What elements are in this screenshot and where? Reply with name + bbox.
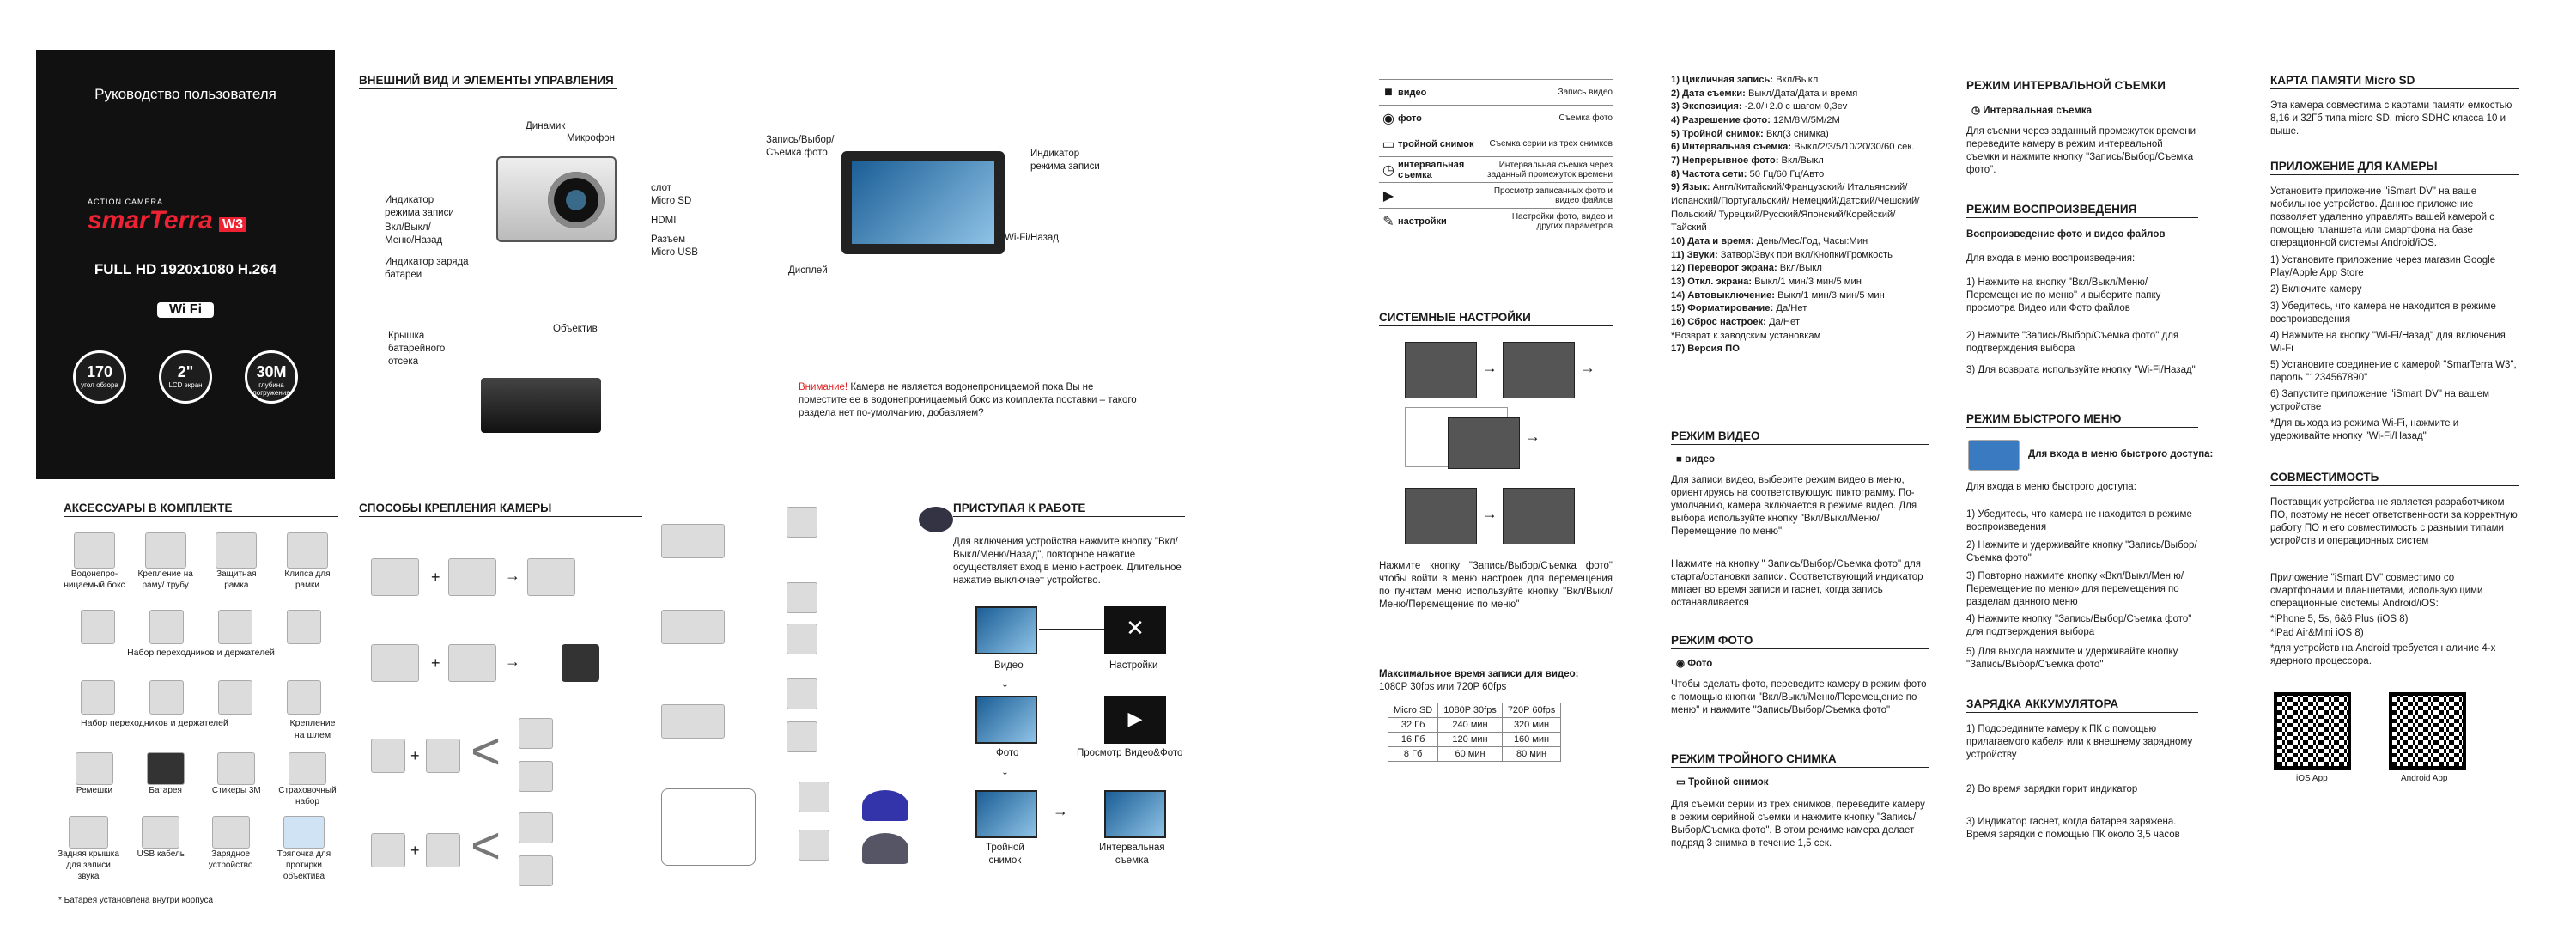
battery-p1: 1) Подсоедините камеру к ПК с помощью прилагаемого кабеля или к внешнему зарядному устройству	[1966, 724, 2193, 760]
video-mode-label: ■ видео	[1676, 454, 1716, 465]
mounting-diagram-left: + → + → + < + <	[359, 541, 634, 893]
acc-item: Водонепро-ницаемый бокс	[64, 532, 125, 591]
label-photo: Фото	[996, 748, 1019, 758]
label-interval: Интервальная съемка	[1099, 843, 1165, 866]
mounting-diagram-right	[661, 490, 919, 893]
label-rec-mode: Индикатор режима записи	[1030, 149, 1100, 172]
label-power: Вкл/Выкл/ Меню/Назад	[385, 222, 443, 246]
display-screen	[850, 160, 996, 246]
battery-p3: 3) Индикатор гаснет, когда батарея заряжена. Время зарядки с помощью ПК около 3,5 часов	[1966, 817, 2180, 840]
quick-menu-p0: Для входа в меню быстрого доступа:	[1966, 482, 2136, 492]
compat-p1: Поставщик устройства не является разработчиком ПО, поэтому не несет ответственности за корректную работу ПО и его совместимость с разными типами устройств и операционных систем	[2270, 497, 2518, 546]
quick-menu-icon	[1968, 440, 2020, 471]
compat-p5: *для устройств на Android требуется наличие 4-х ядерного процессора.	[2270, 643, 2496, 666]
system-title: СИСТЕМНЫЕ НАСТРОЙКИ	[1379, 311, 1613, 326]
mounting-title: СПОСОБЫ КРЕПЛЕНИЯ КАМЕРЫ	[359, 502, 642, 517]
wifi-logo: Wi Fi	[157, 302, 214, 318]
android-app-label: Android App	[2401, 774, 2448, 783]
badge-angle: 170 угол обзора	[73, 350, 126, 404]
max-rec-title: Максимальное время записи для видео:	[1379, 669, 1579, 679]
app-p0: Установите приложение "iSmart DV" на ваше мобильное устройство. Данное приложение позволяет удаленно управлять вашей камерой с помощью планшета или смартфона на базе операционной системы Android/iOS.	[2270, 186, 2494, 248]
android-qr-code[interactable]	[2389, 692, 2466, 770]
acc-item: Крепление на раму/ трубу	[135, 532, 197, 591]
accessories-row4	[64, 752, 338, 807]
appearance-title: ВНЕШНИЙ ВИД И ЭЛЕМЕНТЫ УПРАВЛЕНИЯ	[359, 74, 617, 89]
sdcard-p1: Эта камера совместима с картами памяти емкостью 8,16 и 32Гб типа micro SD, micro SDHC класса 10 и выше.	[2270, 100, 2512, 137]
ios-app-label: iOS App	[2296, 774, 2328, 783]
playback-mode-p3: 3) Для возврата используйте кнопку "Wi-Fi/Назад"	[1966, 365, 2196, 375]
compat-p2: Приложение "iSmart DV" совместимо со смартфонами и планшетами, использующими операционные системы Android/iOS:	[2270, 573, 2483, 609]
triple-screen-icon	[975, 790, 1037, 838]
acc-item: Ремешки	[64, 752, 125, 807]
label-rec-ind: Индикатор режима записи	[385, 195, 454, 218]
acc-item: Клипса для рамки	[276, 532, 338, 591]
acc-item: Стикеры 3М	[205, 752, 267, 807]
label-settings: Настройки	[1109, 660, 1158, 671]
label-charge: Индикатор заряда батареи	[385, 257, 469, 280]
accessories-title: АКСЕССУАРЫ В КОМПЛЕКТЕ	[64, 502, 338, 517]
label-hdmi: HDMI	[651, 216, 677, 226]
mode-row-settings: ✎ настройки Настройки фото, видео и других параметров	[1379, 209, 1613, 234]
quick-menu-title: РЕЖИМ БЫСТРОГО МЕНЮ	[1966, 412, 2198, 428]
video-mode-p1: Для записи видео, выберите режим видео в меню, ориентируясь на соответствующую пиктограмму. По-умолчанию, камера включается в режиме видео. Для выбора используйте кнопку "Вкл/Выкл/Меню/Перемещение по меню"	[1671, 475, 1917, 537]
camera-back-image	[841, 151, 1005, 254]
mode-row-photo: ◉ фото Съемка фото	[1379, 106, 1613, 131]
label-triple: Тройной снимок	[986, 843, 1024, 866]
accessories-footnote: * Батарея установлена внутри корпуса	[58, 896, 214, 905]
interval-mode-title: РЕЖИМ ИНТЕРВАЛЬНОЙ СЪЕМКИ	[1966, 79, 2198, 94]
playback-mode-p2: 2) Нажмите "Запись/Выбор/Съемка фото" для подтверждения выбора	[1966, 331, 2179, 354]
acc-item: Задняя крышка для записи звука	[55, 816, 122, 882]
compat-p4: *iPad Air&Mini iOS 8)	[2270, 628, 2364, 638]
cover-spec: FULL HD 1920x1080 H.264	[94, 261, 277, 277]
label-usb: Разъем Micro USB	[651, 234, 698, 258]
max-rec-sub: 1080P 30fps или 720P 60fps	[1379, 682, 1507, 692]
quick-menu-p5: 5) Для выхода нажмите и удерживайте кнопку "Запись/Выбор/Съемка фото"	[1966, 647, 2178, 670]
interval-mode-label: ◷ Интервальная съемка	[1971, 106, 2092, 116]
acc-item: Защитная рамка	[205, 532, 267, 591]
app-p4: 4) Нажмите на кнопку "Wi-Fi/Назад" для включения Wi-Fi	[2270, 331, 2506, 354]
cover-panel	[36, 50, 335, 479]
brand-logo: ACTION CAMERA smarTerra W3	[88, 198, 335, 235]
badge-screen: 2" LCD экран	[159, 350, 212, 404]
acc-item: Зарядное устройство	[200, 816, 262, 882]
label-playback: Просмотр Видео&Фото	[1077, 748, 1183, 758]
sdcard-title: КАРТА ПАМЯТИ Micro SD	[2270, 74, 2519, 89]
app-p5: 5) Установите соединение с камерой "SmarTerra W3", пароль "1234567890"	[2270, 360, 2517, 383]
quick-menu-p4: 4) Нажмите кнопку "Запись/Выбор/Съемка фото" для подтверждения выбора	[1966, 614, 2192, 637]
playback-mode-p1: 1) Нажмите на кнопку "Вкл/Выкл/Меню/Перемещение по меню" и выберите папку просмотра Видео или Фото файлов	[1966, 277, 2161, 313]
triple-mode-label: ▭ Тройной снимок	[1676, 777, 1769, 788]
triple-mode-title: РЕЖИМ ТРОЙНОГО СНИМКА	[1671, 752, 1929, 768]
interval-icon: ◷	[1971, 106, 1984, 116]
video-mode-title: РЕЖИМ ВИДЕО	[1671, 429, 1929, 445]
start-title: ПРИСТУПАЯ К РАБОТЕ	[953, 502, 1185, 517]
camera-front-image	[496, 156, 617, 242]
label-shutter: Запись/Выбор/ Съемка фото	[766, 135, 835, 158]
acc-item: Батарея	[135, 752, 197, 807]
accessories-row3: Набор переходников и держателей Крепление на шлем	[64, 680, 338, 741]
mode-row-interval: ◷ интервальная съемка Интервальная съемка через заданный промежуток времени	[1379, 157, 1613, 183]
photo-screen-icon	[975, 696, 1037, 744]
app-p1: 1) Установите приложение через магазин Google Play/Apple App Store	[2270, 255, 2496, 278]
triple-mode-p1: Для съемки серии из трех снимков, переведите камеру в режим серийной съемки и нажмите кнопку "Запись/Выбор/Съемка фото". В этом режиме камера делает подряд 3 снимка в течение 1,5 сек.	[1671, 800, 1925, 849]
mode-row-playback: ▶ Просмотр записанных фото и видео файлов	[1379, 183, 1613, 209]
quick-menu-sub: Для входа в меню быстрого доступа:	[2028, 449, 2214, 459]
quick-menu-p3: 3) Повторно нажмите кнопку «Вкл/Выкл/Мен ю/Перемещение по меню» для перемещения по разделам данного меню	[1966, 571, 2184, 607]
accessories-row1	[64, 532, 338, 591]
label-sd: слот Micro SD	[651, 183, 692, 206]
label-speaker: Динамик	[526, 121, 566, 131]
acc-item: USB кабель	[130, 816, 191, 882]
app-p6: 6) Запустите приложение "iSmart DV" на вашем устройстве	[2270, 389, 2489, 412]
playback-mode-title: РЕЖИМ ВОСПРОИЗВЕДЕНИЯ	[1966, 203, 2198, 218]
label-wifi-back: Wi-Fi/Назад	[1005, 233, 1059, 243]
warning-text: Внимание! Камера не является водонепроницаемой пока Вы не поместите ее в водонепроницаемый бокс из комплекта поставки – такого раздела нет по-умолчанию, добавляем?	[799, 382, 1137, 418]
app-title: ПРИЛОЖЕНИЕ ДЛЯ КАМЕРЫ	[2270, 160, 2519, 175]
settings-screen-icon: ✕	[1104, 606, 1166, 654]
video-screen-icon	[975, 606, 1037, 654]
interval-mode-p1: Для съемки через заданный промежуток времени переведите камеру в режим интервальной съемки и нажмите кнопку "Запись/Выбор/Съемка фото".	[1966, 126, 2196, 175]
playback-mode-p0: Для входа в меню воспроизведения:	[1966, 253, 2136, 264]
app-p2: 2) Включите камеру	[2270, 284, 2362, 295]
label-lens: Объектив	[553, 324, 598, 334]
photo-mode-p1: Чтобы сделать фото, переведите камеру в режим фото с помощью кнопки "Вкл/Выкл/Меню/Перемещение по меню" и нажмите "Запись/Выбор/Съемка фото"	[1671, 679, 1927, 715]
app-p7: *Для выхода из режима Wi-Fi, нажмите и удерживайте кнопку "Wi-Fi/Назад"	[2270, 418, 2459, 441]
acc-item: Страховочный набор	[276, 752, 338, 807]
label-battery-cover: Крышка батарейного отсека	[388, 331, 446, 367]
mode-row-video: ■ видео Запись видео	[1379, 80, 1613, 106]
ios-qr-code[interactable]	[2274, 692, 2351, 770]
label-display: Дисплей	[788, 265, 828, 276]
camera-icon: ◉	[1676, 659, 1688, 669]
playback-mode-sub: Воспроизведение фото и видео файлов	[1966, 229, 2166, 240]
cover-title: Руководство пользователя	[94, 86, 276, 102]
mode-row-triple: ▭ тройной снимок Съемка серии из трех снимков	[1379, 131, 1613, 157]
start-text: Для включения устройства нажмите кнопку "Вкл/Выкл/Меню/Назад", повторное нажатие осуществляет вход в меню настроек. Длительное нажатие выключает устройство.	[953, 537, 1182, 586]
quick-menu-p2: 2) Нажмите и удерживайте кнопку "Запись/Выбор/Съемка фото"	[1966, 540, 2197, 563]
interval-screen-icon	[1104, 790, 1166, 838]
app-p3: 3) Убедитесь, что камера не находится в режиме воспроизведения	[2270, 301, 2496, 325]
label-video: Видео	[994, 660, 1024, 671]
camera-bottom-image	[481, 378, 601, 433]
acc-item: Тряпочка для протирки объектива	[270, 816, 338, 882]
accessories-row2: Набор переходников и держателей	[64, 610, 338, 660]
badge-depth: 30M глубина погружения	[245, 350, 298, 404]
photo-mode-label: ◉ Фото	[1676, 659, 1713, 669]
lens-icon	[548, 172, 605, 228]
system-text: Нажмите кнопку "Запись/Выбор/Съемка фото" чтобы войти в меню настроек для перемещения по пунктам меню используйте кнопку "Вкл/Выкл/Меню/Перемещение по меню"	[1379, 561, 1613, 610]
video-icon: ■	[1676, 454, 1686, 465]
triple-icon: ▭	[1676, 777, 1689, 788]
record-time-table: Micro SD 1080P 30fps 720P 60fps 32 Гб 240 мин 320 мин 16 Гб 120 мин 160 мин 8 Гб 60 мин 80 мин	[1388, 703, 1561, 762]
battery-title: ЗАРЯДКА АККУМУЛЯТОРА	[1966, 697, 2198, 713]
mode-list	[1379, 79, 1613, 234]
video-mode-p2: Нажмите на кнопку " Запись/Выбор/Съемка фото" для старта/остановки записи. Соответствующий индикатор мигает во время записи и гаснет, когда запись останавливается	[1671, 559, 1923, 608]
battery-p2: 2) Во время зарядки горит индикатор	[1966, 784, 2138, 794]
accessories-row5	[55, 816, 338, 882]
system-menu-diagram: → → → →	[1396, 342, 1611, 557]
settings-list: 1) Цикличная запись: Вкл/Выкл 2) Дата съемки: Выкл/Дата/Дата и время 3) Экспозиция: -2.0/+2.0 с шагом 0,3ev 4) Разрешение фото: 12M/8M/5M/2M 5) Тройной снимок: Вкл(3 снимка) 6) Интервальная съемка: Выкл/2/3/5/10/20/30/60 сек. 7) Непрерывное фото: Вкл/Выкл 8) Частота сети: 50 Гц/60 Гц/Авто 9) Язык: Англ/Китайский/Французский/ Итальянский/Испанский/Португальский/ Немецкий/Датский/Чешский/Польский/ Турецкий/Русский/Японский/Корейский/ Тайский 10) Дата и время: День/Мес/Год, Часы:Мин 11) Звуки: Затвор/Звук при вкл/Кнопки/Громкость 12) Переворот экрана: Вкл/Выкл 13) Откл. экрана: Выкл/1 мин/3 мин/5 мин 14) Автовыключение: Выкл/1 мин/3 мин/5 мин 15) Форматирование: Да/Нет 16) Сброс настроек: Да/Нет *Возврат к заводским установкам 17) Версия ПО	[1671, 75, 1920, 355]
cover-badges	[36, 350, 335, 404]
compat-title: СОВМЕСТИМОСТЬ	[2270, 471, 2519, 486]
quick-menu-p1: 1) Убедитесь, что камера не находится в режиме воспроизведения	[1966, 509, 2192, 532]
label-mic: Микрофон	[567, 133, 616, 143]
photo-mode-title: РЕЖИМ ФОТО	[1671, 634, 1929, 649]
compat-p3: *iPhone 5, 5s, 6&6 Plus (iOS 8)	[2270, 614, 2409, 624]
playback-screen-icon: ▶	[1104, 696, 1166, 744]
